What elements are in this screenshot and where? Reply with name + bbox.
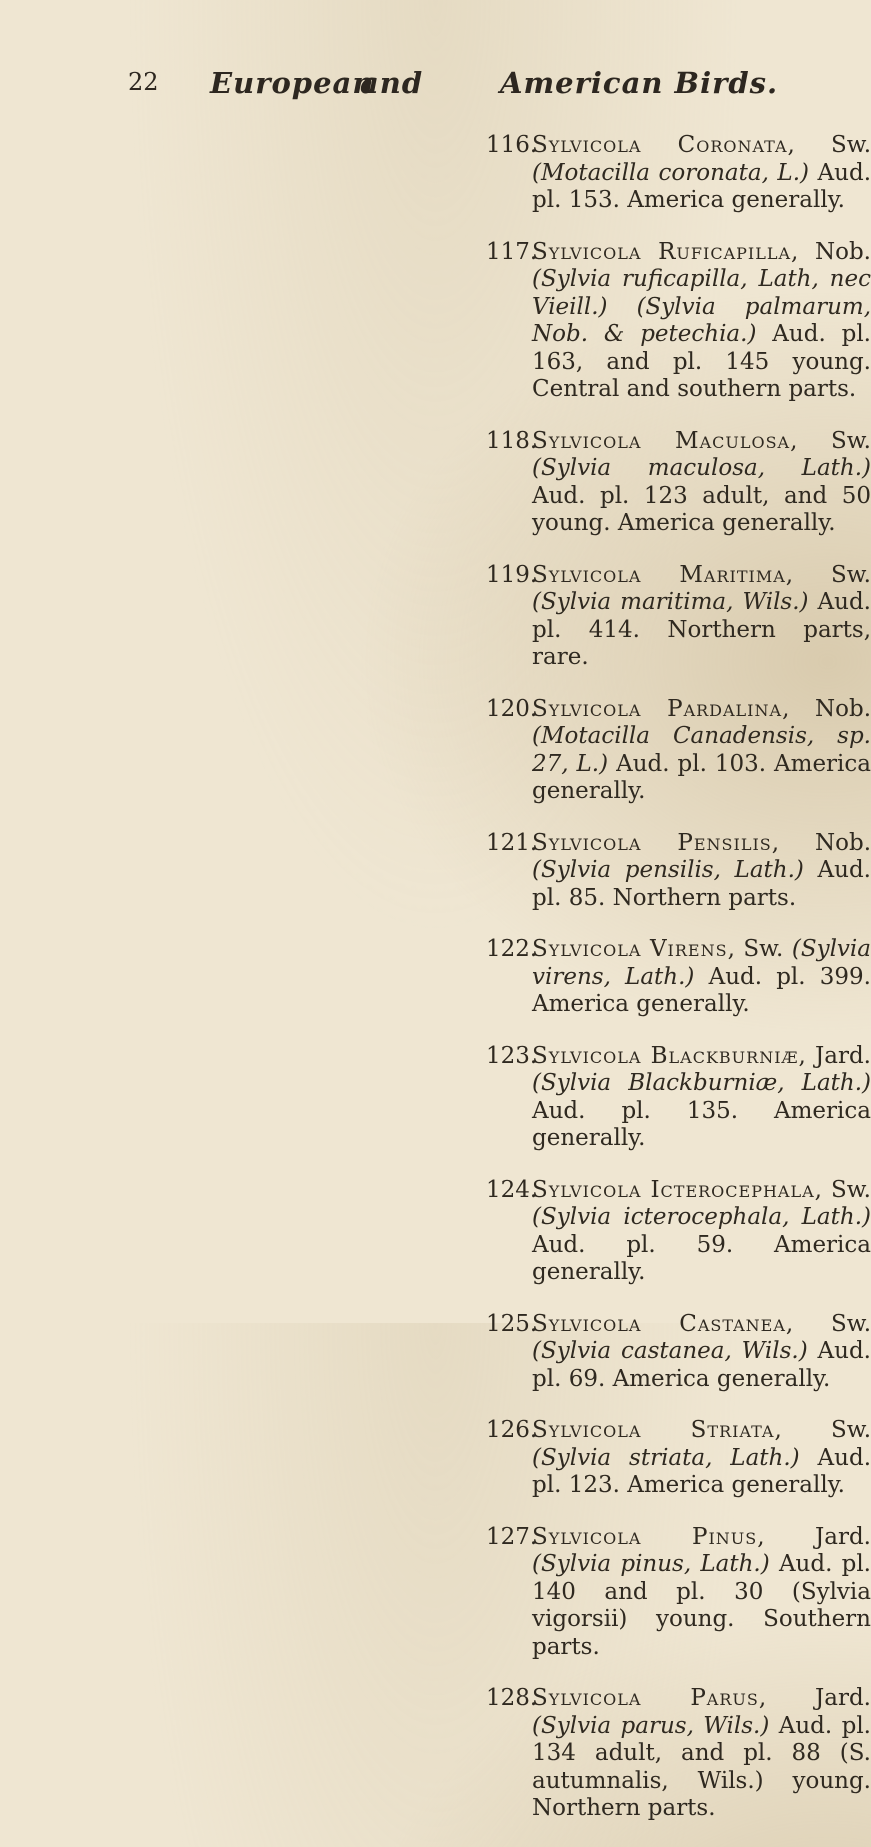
synonym: (Sylvia castanea, Wils.) (532, 1338, 808, 1364)
genus-name: Sylvicola (532, 1417, 642, 1443)
plate-reference: Aud. pl. 85. (532, 857, 871, 911)
species-name: Pensilis (677, 829, 772, 856)
entry-number: 127. (486, 1523, 538, 1550)
species-entry: 124. Sylvicola Icterocephala, Sw. (Sylvia icterocephala, Lath.) Aud. pl. 59. America generally. (486, 1176, 871, 1285)
entry-number: 128. (486, 1685, 538, 1711)
genus-name: Sylvicola (532, 936, 642, 962)
species-name: Maritima (679, 561, 786, 588)
page-number: 22 (128, 68, 159, 96)
synonym: (Sylvia pensilis, Lath.) (532, 857, 804, 883)
species-name: Pinus (691, 1523, 758, 1550)
synonym: (Sylvia virens, Lath.) (532, 936, 871, 990)
species-name: Castanea (679, 1310, 786, 1337)
entry-number: 116. (486, 132, 538, 158)
entry-number: 118. (486, 427, 538, 454)
species-name: Ruficapilla (658, 238, 792, 265)
authority: Jard. (815, 1523, 871, 1550)
species-name: Striata (690, 1417, 775, 1443)
species-entry: 126. Sylvicola Striata, Sw. (Sylvia striata, Lath.) Aud. pl. 123. America generally. (486, 1417, 871, 1498)
synonym: (Motacilla Canadensis, sp. 27, L.) (532, 723, 871, 777)
synonym: (Motacilla coronata, L.) (532, 159, 809, 186)
range: America generally. (617, 510, 836, 536)
species-entry: 117. Sylvicola Ruficapilla, Nob. (Sylvia ruficapilla, Lath, nec Vieill.) (Sylvia palmarum, Nob. & petechia.) Aud. pl. 163, and pl. 145 young. Central and southern parts. (486, 238, 871, 402)
genus-name: Sylvicola (532, 1523, 642, 1550)
genus-name: Sylvicola (532, 1310, 642, 1337)
authority: Sw. (830, 427, 871, 454)
range: America generally. (532, 750, 871, 804)
authority: Sw. (743, 936, 784, 962)
species-entry: 125. Sylvicola Castanea, Sw. (Sylvia castanea, Wils.) Aud. pl. 69. America generally. (486, 1310, 871, 1392)
genus-name: Sylvicola (532, 561, 642, 588)
plate-reference: Aud. pl. 140 and pl. 30 (Sylvia vigorsii) young. (532, 1551, 871, 1632)
species-name: Maculosa (675, 427, 791, 454)
species-entry: 121. Sylvicola Pensilis, Nob. (Sylvia pensilis, Lath.) Aud. pl. 85. Northern parts. (486, 829, 871, 911)
entry-number: 125. (486, 1310, 538, 1337)
entry-number: 126. (486, 1417, 538, 1443)
genus-name: Sylvicola (532, 427, 642, 454)
range: Northern parts. (612, 884, 797, 911)
entry-number: 123. (486, 1042, 538, 1069)
entry-number: 122. (486, 936, 538, 962)
authority: Sw. (830, 561, 871, 588)
page-header (0, 68, 800, 108)
species-entry: 119. Sylvicola Maritima, Sw. (Sylvia maritima, Wils.) Aud. pl. 414. Northern parts, rare. (486, 561, 871, 670)
plate-reference: Aud. pl. 135. (532, 1097, 739, 1124)
synonym: (Sylvia pinus, Lath.) (532, 1551, 770, 1577)
plate-reference: Aud. pl. 59. (532, 1231, 734, 1258)
range: America generally. (612, 1365, 831, 1392)
range: Central and southern parts. (532, 376, 857, 402)
genus-name: Sylvicola (532, 1042, 642, 1069)
range: America generally. (532, 1097, 871, 1151)
plate-reference: Aud. pl. 123. (532, 1444, 871, 1498)
synonym-secondary: (Sylvia palmarum, Nob. & petechia.) (532, 293, 871, 347)
range: America generally. (532, 1231, 871, 1285)
genus-name: Sylvicola (532, 238, 642, 265)
species-entry: 128. Sylvicola Parus, Jard. (Sylvia parus, Wils.) Aud. pl. 134 adult, and pl. 88 (S. autumnalis, Wils.) young. Northern parts. (486, 1685, 871, 1821)
plate-reference: Aud. pl. 103. (616, 750, 767, 777)
synonym: (Sylvia ruficapilla, Lath, nec Vieill.) (532, 266, 871, 320)
plate-reference: Aud. pl. 399. (708, 963, 871, 990)
authority: Sw. (830, 1417, 871, 1443)
species-entry: 116. Sylvicola Coronata, Sw. (Motacilla coronata, L.) Aud. pl. 153. America generally. (486, 132, 871, 213)
range: Northern parts, rare. (532, 616, 871, 670)
synonym: (Sylvia maculosa, Lath.) (532, 455, 871, 481)
species-entry: 127. Sylvicola Pinus, Jard. (Sylvia pinus, Lath.) Aud. pl. 140 and pl. 30 (Sylvia vigorsii) young. Southern parts. (486, 1523, 871, 1660)
plate-reference: Aud. pl. 163, and pl. 145 young. (532, 321, 871, 375)
authority: Jard. (815, 1685, 871, 1711)
species-name: Parus (690, 1685, 759, 1711)
entry-number: 117. (486, 238, 538, 265)
species-entry: 123. Sylvicola Blackburniæ, Jard. (Sylvia Blackburniæ, Lath.) Aud. pl. 135. America generally. (486, 1042, 871, 1151)
range: Southern parts. (532, 1606, 871, 1660)
authority: Nob. (815, 829, 871, 856)
entry-number: 121. (486, 829, 538, 856)
genus-name: Sylvicola (532, 695, 642, 722)
species-name: Icterocephala (650, 1176, 815, 1203)
species-name: Blackburniæ (650, 1042, 799, 1069)
genus-name: Sylvicola (532, 1685, 642, 1711)
authority: Sw. (830, 1310, 871, 1337)
running-title-and: and (360, 66, 424, 100)
entry-number: 124. (486, 1176, 538, 1203)
range: America generally. (627, 187, 845, 213)
species-name: Coronata (677, 132, 788, 158)
species-entry: 118. Sylvicola Maculosa, Sw. (Sylvia maculosa, Lath.) Aud. pl. 123 adult, and 50 young. America generally. (486, 427, 871, 536)
species-list (486, 132, 871, 1847)
authority: Sw. (830, 132, 871, 158)
entry-number: 120. (486, 695, 538, 722)
authority: Nob. (815, 695, 871, 722)
species-name: Virens (649, 936, 728, 962)
plate-reference: Aud. pl. 69. (532, 1338, 871, 1392)
genus-name: Sylvicola (532, 829, 642, 856)
synonym: (Sylvia maritima, Wils.) (532, 589, 809, 615)
genus-name: Sylvicola (532, 1176, 642, 1203)
synonym: (Sylvia icterocephala, Lath.) (532, 1204, 871, 1230)
species-name: Pardalina (667, 695, 783, 722)
range: America generally. (627, 1472, 845, 1498)
plate-reference: Aud. pl. 414. (532, 589, 871, 643)
plate-reference: Aud. pl. 134 adult, and pl. 88 (S. autumnalis, Wils.) young. (532, 1712, 871, 1794)
authority: Sw. (830, 1176, 871, 1203)
synonym: (Sylvia Blackburniæ, Lath.) (532, 1070, 871, 1096)
range: America generally. (532, 991, 750, 1017)
synonym: (Sylvia striata, Lath.) (532, 1444, 800, 1471)
authority: Nob. (814, 238, 871, 265)
range: Northern parts. (532, 1795, 716, 1821)
authority: Jard. (815, 1042, 871, 1069)
entry-number: 119. (486, 561, 538, 588)
plate-reference: Aud. pl. 123 adult, and 50 young. (532, 482, 871, 536)
species-entry: 122. Sylvicola Virens, Sw. (Sylvia virens, Lath.) Aud. pl. 399. America generally. (486, 936, 871, 1017)
species-entry: 120. Sylvicola Pardalina, Nob. (Motacilla Canadensis, sp. 27, L.) Aud. pl. 103. America generally. (486, 695, 871, 804)
synonym: (Sylvia parus, Wils.) (532, 1712, 770, 1739)
running-title-american: American Birds. (500, 66, 779, 100)
plate-reference: Aud. pl. 153. (532, 159, 871, 213)
genus-name: Sylvicola (532, 132, 642, 158)
running-title-european: European (210, 66, 375, 100)
